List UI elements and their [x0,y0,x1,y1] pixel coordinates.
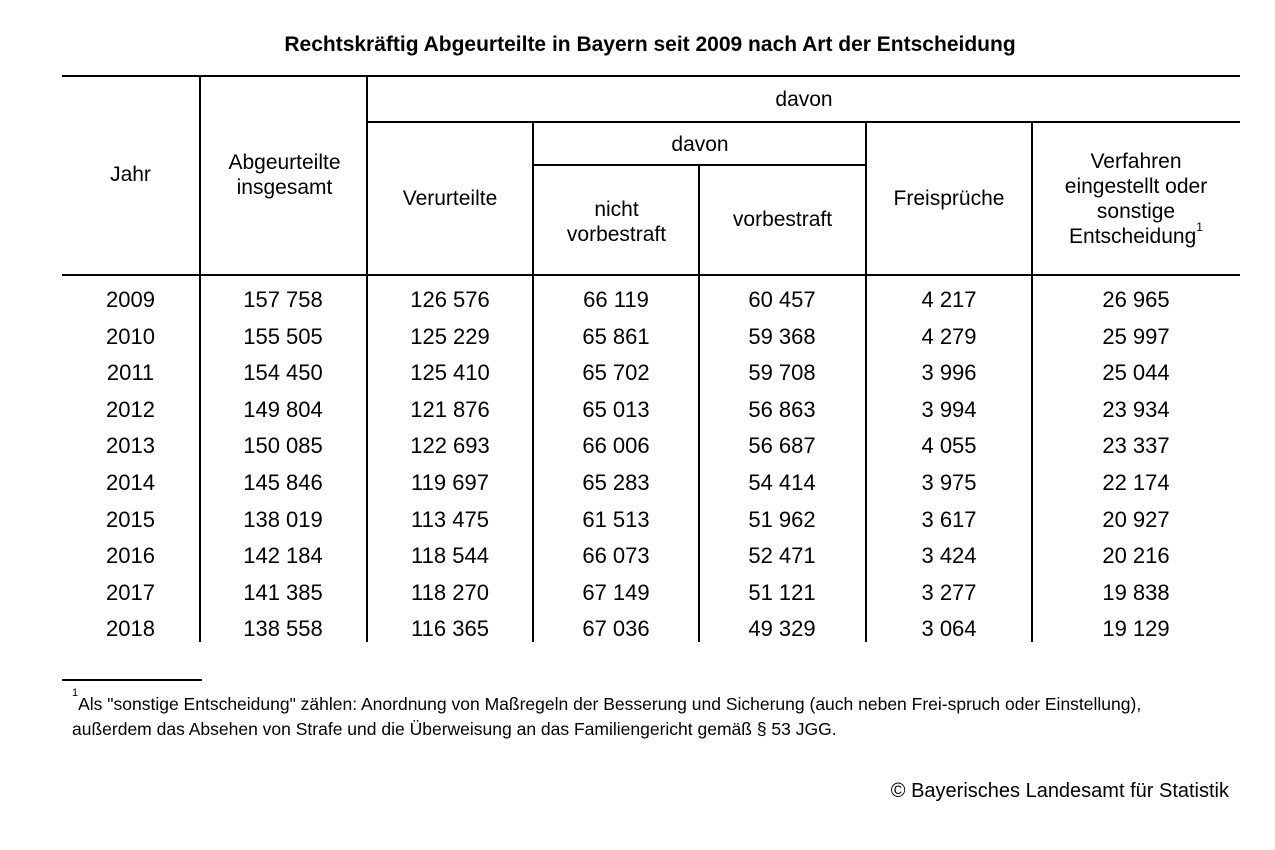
cell-nicht-vorbestraft: 65 013 [582,396,650,422]
header-davon-top: davon [775,87,833,111]
footnote-mark: 1 [72,687,79,699]
header-verfahren: Verfahren eingestellt oder sonstige Entscheidung$^1$ [1064,149,1208,249]
header-vorbestraft: vorbestraft [732,208,833,232]
cell-abgeurteilte: 150 085 [243,433,323,459]
cell-vorbestraft: 59 708 [748,360,816,386]
header-davon-sub: davon [671,132,729,156]
cell-freisprueche: 4 217 [921,287,977,312]
cell-jahr: 2015 [106,506,155,532]
cell-freisprueche: 3 277 [921,579,977,605]
cell-verfahren: 25 044 [1102,360,1170,386]
cell-nicht-vorbestraft: 65 861 [582,323,650,349]
cell-verfahren: 23 934 [1102,396,1170,422]
footnote-text: Als "sonstige Entscheidung" zählen: Anordnung von Maßregeln der Besserung und Sicherung (auch neben Frei-spruch oder Einstellung), außerdem das Absehen von Strafe und die Überweisung an das Familiengericht gemäß § 53 JGG. [72,694,1142,740]
cell-vorbestraft: 54 414 [748,470,816,495]
cell-verurteilte: 113 475 [411,506,489,532]
cell-abgeurteilte: 157 758 [243,287,323,312]
header-verurteilte: Verurteilte [402,187,498,211]
cell-jahr: 2018 [106,616,155,642]
cell-freisprueche: 3 424 [921,543,977,569]
cell-freisprueche: 3 994 [921,396,977,422]
cell-verurteilte: 118 544 [411,543,489,569]
cell-verurteilte: 119 697 [411,470,489,495]
cell-nicht-vorbestraft: 66 073 [582,543,650,569]
table-row [62,501,1240,538]
cell-nicht-vorbestraft: 61 513 [582,506,650,532]
header-nicht-vorbestraft: nicht vorbestraft [566,197,667,246]
cell-vorbestraft: 60 457 [748,287,816,312]
cell-abgeurteilte: 138 558 [243,616,323,642]
header-jahr: Jahr [110,163,151,187]
cell-freisprueche: 3 996 [921,360,977,386]
table-row [62,391,1240,428]
cell-jahr: 2013 [106,433,155,459]
table-row [62,281,1240,318]
cell-jahr: 2016 [106,543,155,569]
cell-abgeurteilte: 149 804 [243,396,323,422]
cell-freisprueche: 3 064 [921,616,977,642]
cell-jahr: 2014 [106,470,155,495]
cell-jahr: 2017 [106,579,155,605]
cell-abgeurteilte: 138 019 [243,506,323,532]
cell-vorbestraft: 51 962 [748,506,816,532]
cell-verurteilte: 122 693 [410,433,490,459]
table-row [62,427,1240,464]
rule-footnote [62,679,202,681]
cell-vorbestraft: 52 471 [748,543,816,569]
cell-verurteilte: 116 365 [411,616,489,642]
cell-vorbestraft: 49 329 [748,616,816,642]
cell-abgeurteilte: 154 450 [243,360,323,386]
cell-jahr: 2009 [106,287,155,312]
table-row [62,574,1240,611]
table-row [62,318,1240,355]
cell-verfahren: 19 838 [1102,579,1170,605]
cell-nicht-vorbestraft: 66 119 [583,287,649,312]
rule-davon-top [367,121,1240,123]
cell-jahr: 2010 [106,323,155,349]
table-row [62,610,1240,647]
cell-jahr: 2011 [106,360,155,386]
cell-verfahren: 19 129 [1102,616,1170,642]
cell-jahr: 2012 [106,396,155,422]
cell-verfahren: 26 965 [1102,287,1170,312]
table-row [62,354,1240,391]
cell-nicht-vorbestraft: 65 702 [582,360,650,386]
cell-freisprueche: 3 617 [921,506,977,532]
cell-verfahren: 22 174 [1102,470,1170,495]
cell-verurteilte: 121 876 [410,396,490,422]
table-title: Rechtskräftig Abgeurteilte in Bayern seit 2009 nach Art der Entscheidung [284,33,1016,56]
cell-verurteilte: 118 270 [411,579,489,605]
table-row [62,464,1240,501]
cell-nicht-vorbestraft: 65 283 [582,470,650,495]
cell-vorbestraft: 56 687 [748,433,816,459]
cell-verurteilte: 125 410 [410,360,490,386]
cell-nicht-vorbestraft: 67 149 [582,579,650,605]
cell-verurteilte: 126 576 [410,287,490,312]
cell-verfahren: 23 337 [1102,433,1170,459]
header-freisprueche: Freisprüche [893,187,1005,211]
table-row [62,537,1240,574]
cell-verfahren: 25 997 [1102,323,1170,349]
cell-abgeurteilte: 142 184 [243,543,323,569]
cell-abgeurteilte: 141 385 [243,579,323,605]
footnote-marker: 1 [1196,220,1203,235]
cell-freisprueche: 4 279 [921,323,977,349]
cell-verfahren: 20 927 [1102,506,1170,532]
copyright-notice: © Bayerisches Landesamt für Statistik [890,780,1229,802]
cell-freisprueche: 3 975 [921,470,977,495]
cell-verurteilte: 125 229 [410,323,490,349]
cell-vorbestraft: 56 863 [748,396,816,422]
cell-verfahren: 20 216 [1102,543,1170,569]
header-abgeurteilte: Abgeurteilte insgesamt [228,150,341,199]
cell-nicht-vorbestraft: 66 006 [582,433,650,459]
footnote [72,687,1212,743]
cell-abgeurteilte: 155 505 [243,323,323,349]
cell-vorbestraft: 51 121 [748,579,816,605]
cell-nicht-vorbestraft: 67 036 [582,616,650,642]
cell-abgeurteilte: 145 846 [243,470,323,495]
cell-vorbestraft: 59 368 [748,323,816,349]
cell-freisprueche: 4 055 [921,433,977,459]
